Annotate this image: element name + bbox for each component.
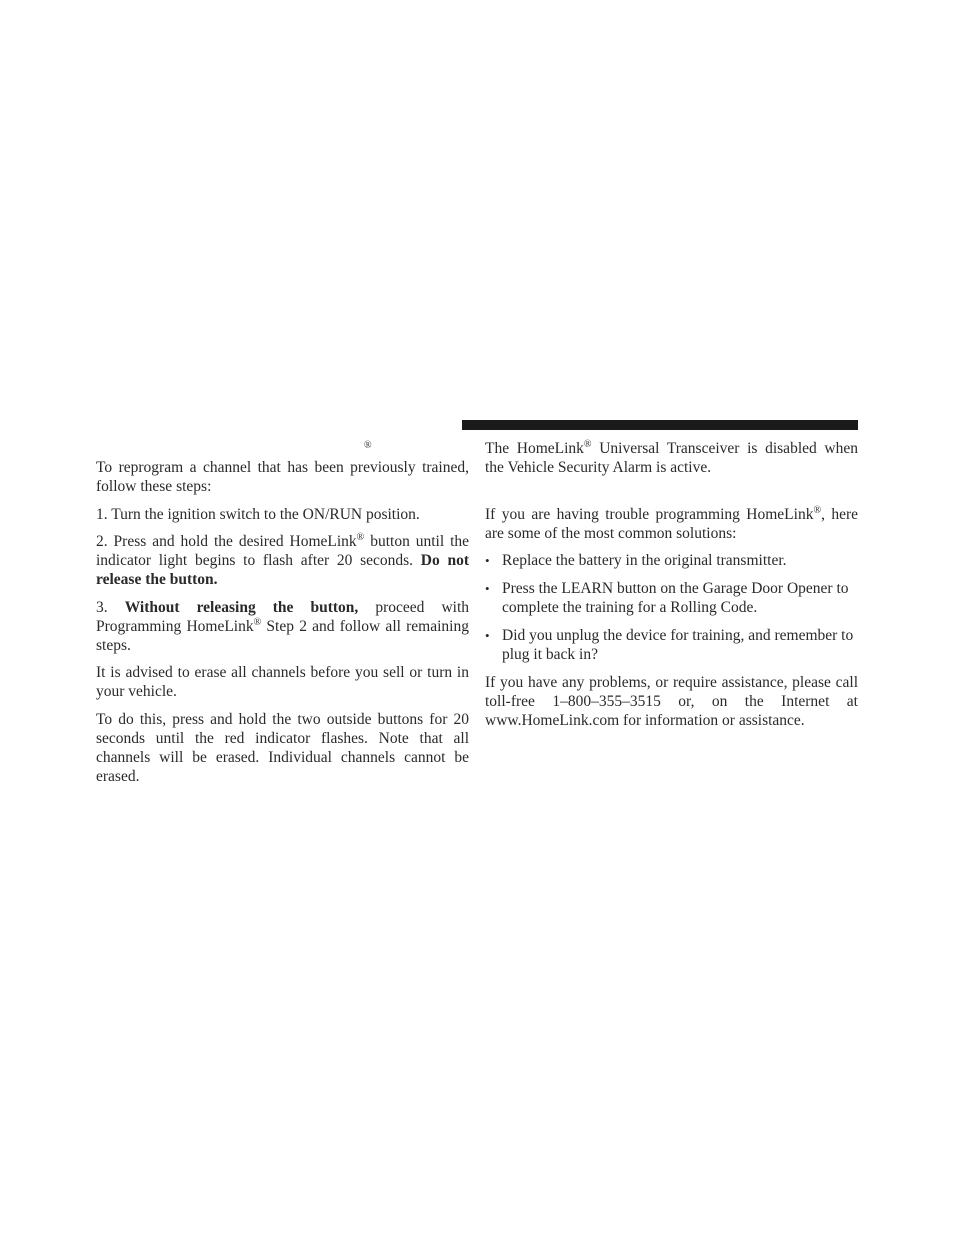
step-2: 2. Press and hold the desired HomeLink® button until the indicator light begins to flash after 20 seconds. Do not release the button.: [96, 531, 470, 588]
bullet-icon: •: [485, 553, 490, 568]
list-item: • Press the LEARN button on the Garage Door Opener to complete the training for a Rolling Code.: [485, 580, 849, 616]
assistance-note: If you have any problems, or require assistance, please call toll-free 1–800–355–3515 or, on the Internet at www.HomeLink.com for information or assistance.: [485, 674, 858, 729]
list-item: • Replace the battery in the original transmitter.: [485, 552, 787, 569]
bullet-icon: •: [485, 628, 490, 643]
step-3: 3. Without releasing the button, proceed with Programming HomeLink® Step 2 and follow all remaining steps.: [96, 599, 470, 654]
reprogram-intro: To reprogram a channel that has been previously trained, follow these steps:: [96, 459, 469, 495]
registered-mark: ®: [364, 440, 372, 451]
list-item: • Did you unplug the device for training, and remember to plug it back in?: [485, 627, 854, 663]
erase-instructions: To do this, press and hold the two outside buttons for 20 seconds until the red indicator flashes. Note that all channels will be erased. Individual channels cannot be erased.: [96, 711, 469, 785]
step-1: 1. Turn the ignition switch to the ON/RUN position.: [96, 506, 420, 523]
security-alarm-note: The HomeLink® Universal Transceiver is disabled when the Vehicle Security Alarm is active.: [485, 438, 858, 476]
bullet-icon: •: [485, 581, 490, 596]
troubleshooting-intro: If you are having trouble programming HomeLink®, here are some of the most common solutions:: [485, 504, 858, 542]
section-header-bar: [462, 420, 858, 430]
erase-intro: It is advised to erase all channels before you sell or turn in your vehicle.: [96, 664, 469, 700]
